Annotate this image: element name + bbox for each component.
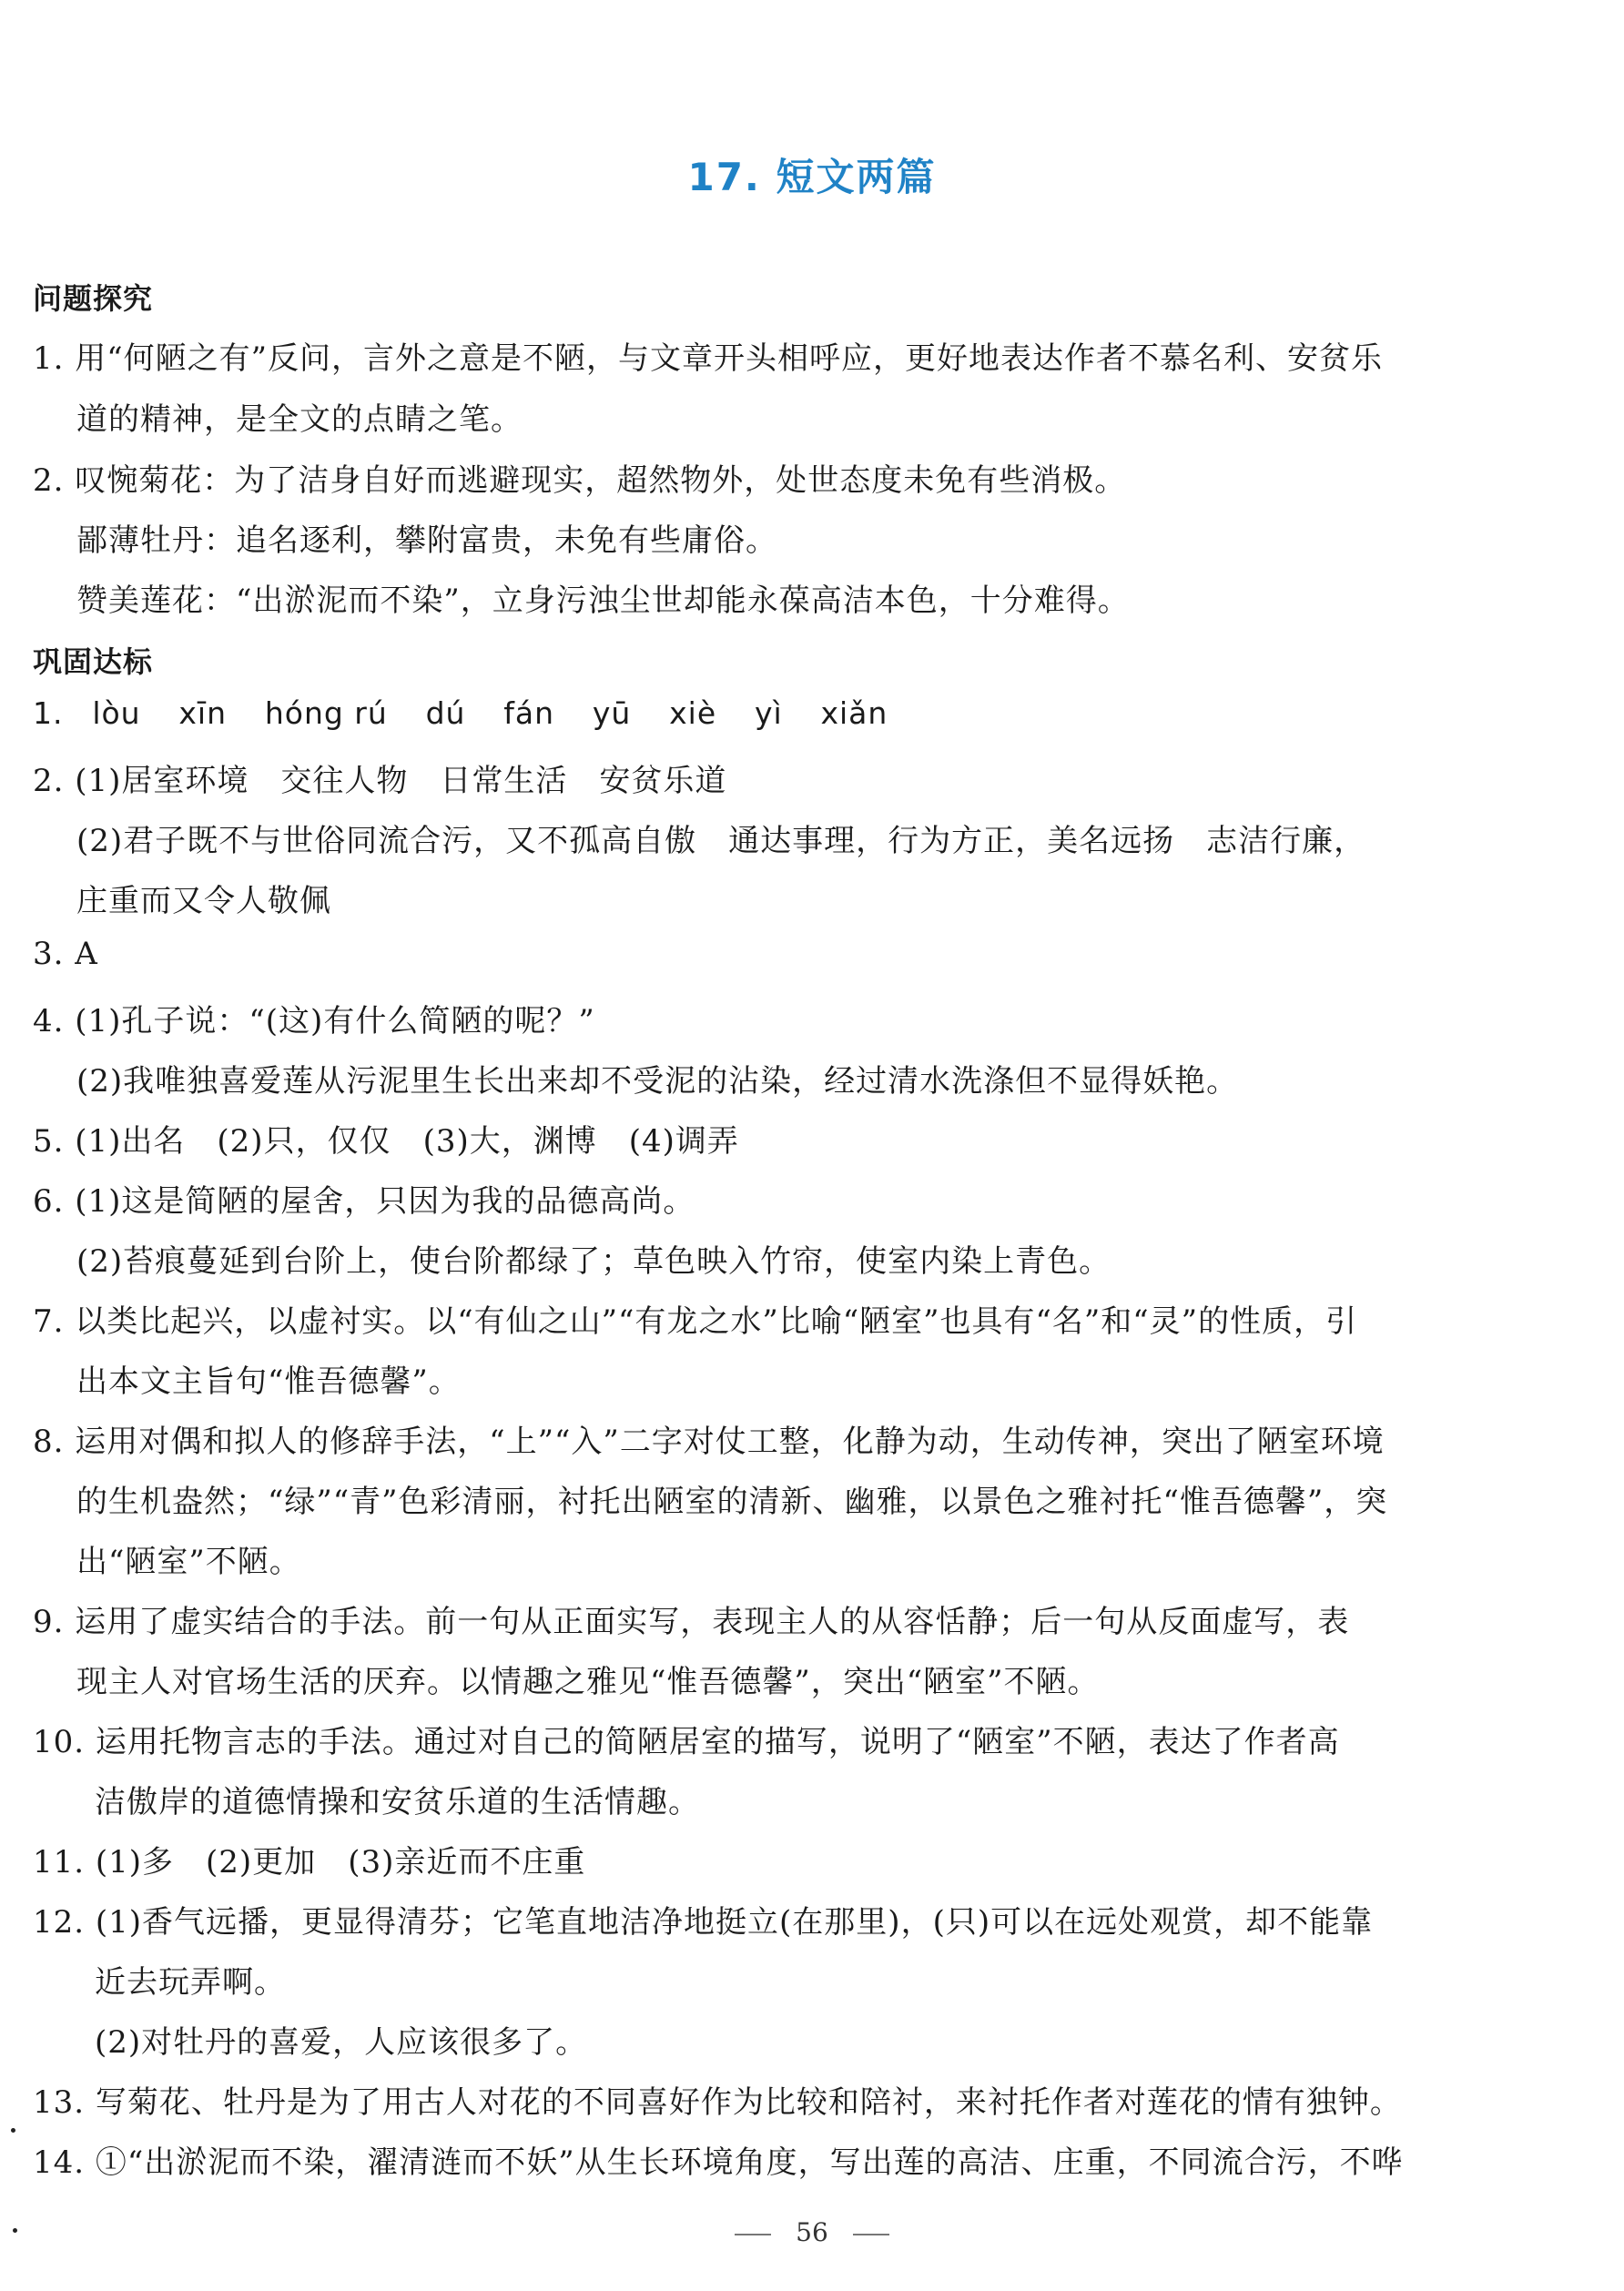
pinyin-item: yū bbox=[592, 695, 632, 731]
answer-line-11: 4. (1)孔子说：“(这)有什么简陋的呢？” bbox=[33, 1003, 595, 1039]
answer-line-4: 鄙薄牡丹：追名逐利，攀附富贵，未免有些庸俗。 bbox=[76, 522, 777, 559]
pinyin-item: xīn bbox=[178, 695, 228, 731]
pinyin-item: xiè bbox=[669, 695, 717, 731]
footer-dash-left bbox=[735, 2234, 771, 2235]
answer-line-14: 6. (1)这是简陋的屋舍，只因为我的品德高尚。 bbox=[33, 1183, 695, 1220]
answer-line-26: 12. (1)香气远播，更显得清芬；它笔直地洁净地挺立(在那里)，(只)可以在远处观赏，却不能靠 bbox=[33, 1904, 1374, 1941]
section-heading-consolidation: 巩固达标 bbox=[33, 644, 154, 679]
answer-line-29: 13. 写菊花、牡丹是为了用古人对花的不同喜好作为比较和陪衬，来衬托作者对莲花的情有独钟。 bbox=[33, 2084, 1402, 2121]
page-number: 56 bbox=[796, 2217, 828, 2247]
pinyin-line bbox=[33, 695, 915, 732]
pinyin-number: 1. bbox=[33, 695, 64, 731]
answer-line-21: 9. 运用了虚实结合的手法。前一句从正面实写，表现主人的从容恬静；后一句从反面虚写，表 bbox=[33, 1604, 1350, 1640]
answer-line-27: 近去玩弄啊。 bbox=[95, 1964, 286, 2001]
answer-line-28: (2)对牡丹的喜爱，人应该很多了。 bbox=[95, 2024, 588, 2061]
answer-line-3: 2. 叹惋菊花：为了洁身自好而逃避现实，超然物外，处世态度未免有些消极。 bbox=[33, 462, 1127, 499]
answer-line-20: 出“陋室”不陋。 bbox=[76, 1544, 301, 1580]
answer-line-10: 3. A bbox=[33, 936, 98, 972]
answer-line-7: 2. (1)居室环境 交往人物 日常生活 安贫乐道 bbox=[33, 763, 727, 799]
answer-line-15: (2)苔痕蔓延到台阶上，使台阶都绿了；草色映入竹帘，使室内染上青色。 bbox=[76, 1243, 1111, 1280]
answer-line-2: 道的精神，是全文的点睛之笔。 bbox=[76, 401, 523, 438]
answer-line-12: (2)我唯独喜爱莲从污泥里生长出来却不受泥的沾染，经过清水洗涤但不显得妖艳。 bbox=[76, 1063, 1239, 1100]
pinyin-item: yì bbox=[754, 695, 783, 731]
section-heading-inquiry: 问题探究 bbox=[33, 281, 154, 316]
page-title: 17. 短文两篇 bbox=[687, 155, 937, 199]
answer-line-24: 洁傲岸的道德情操和安贫乐道的生活情趣。 bbox=[95, 1784, 700, 1820]
pinyin-item: dú bbox=[425, 695, 466, 731]
answer-line-30: 14. ①“出淤泥而不染，濯清涟而不妖”从生长环境角度，写出莲的高洁、庄重，不同流合污，不哗 bbox=[33, 2144, 1404, 2181]
pinyin-item: xiǎn bbox=[820, 695, 888, 731]
answer-line-25: 11. (1)多 (2)更加 (3)亲近而不庄重 bbox=[33, 1844, 586, 1880]
pinyin-item: fán bbox=[503, 695, 555, 731]
answer-line-13: 5. (1)出名 (2)只，仅仅 (3)大，渊博 (4)调弄 bbox=[33, 1123, 739, 1160]
answer-line-23: 10. 运用托物言志的手法。通过对自己的简陋居室的描写，说明了“陋室”不陋，表达了作者高 bbox=[33, 1724, 1340, 1760]
answer-line-1: 1. 用“何陋之有”反问，言外之意是不陋，与文章开头相呼应，更好地表达作者不慕名利、安贫乐 bbox=[33, 340, 1384, 377]
scan-speck bbox=[11, 2128, 15, 2133]
answer-line-8: (2)君子既不与世俗同流合污，又不孤高自傲 通达事理，行为方正，美名远扬 志洁行廉， bbox=[76, 823, 1366, 859]
pinyin-item: hóng rú bbox=[264, 695, 388, 731]
answer-line-18: 8. 运用对偶和拟人的修辞手法，“上”“入”二字对仗工整，化静为动，生动传神，突出了陋室环境 bbox=[33, 1424, 1385, 1460]
page-footer bbox=[0, 2217, 1624, 2247]
answer-line-17: 出本文主旨句“惟吾德馨”。 bbox=[76, 1363, 461, 1400]
answer-line-5: 赞美莲花：“出淤泥而不染”，立身污浊尘世却能永葆高洁本色，十分难得。 bbox=[76, 583, 1130, 619]
footer-dash-right bbox=[853, 2234, 889, 2235]
answer-line-19: 的生机盎然；“绿”“青”色彩清丽，衬托出陋室的清新、幽雅，以景色之雅衬托“惟吾德馨”，突 bbox=[76, 1484, 1388, 1520]
pinyin-item: lòu bbox=[92, 695, 141, 731]
answer-line-9: 庄重而又令人敬佩 bbox=[76, 883, 331, 919]
answer-line-16: 7. 以类比起兴，以虚衬实。以“有仙之山”“有龙之水”比喻“陋室”也具有“名”和“灵”的性质，引 bbox=[33, 1303, 1358, 1340]
answer-line-22: 现主人对官场生活的厌弃。以情趣之雅见“惟吾德馨”，突出“陋室”不陋。 bbox=[76, 1664, 1100, 1700]
